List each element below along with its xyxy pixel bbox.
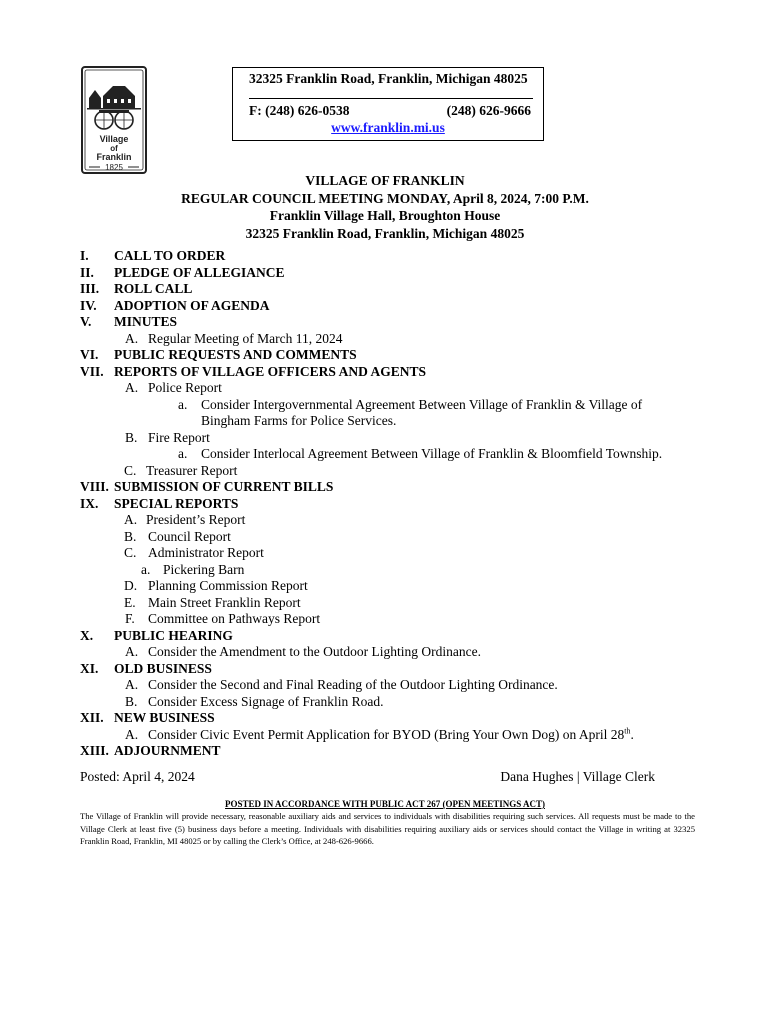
agenda-title: PUBLIC HEARING (114, 627, 233, 643)
ordinal-suffix: th (624, 726, 631, 735)
subitem-letter: E. (124, 594, 136, 610)
agenda-numeral: X. (80, 627, 94, 643)
agenda-title: NEW BUSINESS (114, 710, 215, 725)
contact-divider (249, 98, 533, 99)
agenda-numeral: VI. (80, 347, 99, 362)
subitem-letter: A. (125, 677, 139, 692)
subitem-text: Treasurer Report (146, 462, 238, 478)
subitem-text: President’s Report (146, 512, 246, 527)
meeting-header (0, 172, 770, 242)
agenda-title: CALL TO ORDER (114, 248, 226, 263)
subitem-letter: A. (125, 330, 139, 346)
subitem-text-main: Consider Civic Event Permit Application for BYOD (Bring Your Own Dog) on April 28 (148, 726, 625, 742)
village-seal-logo (81, 66, 147, 174)
seal-text-of: of (110, 144, 118, 153)
agenda-numeral: IX. (80, 495, 99, 511)
seal-text-year: 1825 (105, 163, 123, 172)
agenda-numeral: VII. (80, 363, 104, 379)
subitem-letter: A. (124, 512, 138, 527)
subitem-text: Consider Intergovernmental Agreement Between Village of Franklin & Village of (201, 396, 643, 412)
subitem-letter: a. (141, 561, 151, 577)
agenda-title: SUBMISSION OF CURRENT BILLS (114, 479, 334, 494)
agenda-numeral: I. (80, 248, 89, 263)
notice-body: The Village of Franklin will provide necessary, reasonable auxiliary aids and services to individuals with disabilities requiring such services. All requests must be made to the Village Clerk at least five (5) business days before a meeting. Individuals with disabilities requiring auxiliary aids or services should contact the Village in writing at 32325 Franklin Road, Franklin, MI 48025 or by calling the Clerk’s Office, at 248-626-9666. (80, 811, 695, 846)
subitem-text: Consider the Second and Final Reading of the Outdoor Lighting Ordinance. (148, 677, 558, 692)
agenda-numeral: XIII. (80, 743, 109, 758)
agenda-numeral: II. (80, 264, 94, 280)
header-address: 32325 Franklin Road, Franklin, Michigan 48025 (245, 225, 525, 241)
subitem-letter: a. (178, 446, 188, 461)
agenda-numeral: IV. (80, 297, 97, 313)
subitem-text: Pickering Barn (163, 561, 245, 577)
subitem-letter: C. (124, 462, 137, 478)
village-of-franklin-seal-icon (81, 66, 147, 174)
agenda-title: REPORTS OF VILLAGE OFFICERS AND AGENTS (114, 363, 426, 379)
contact-phone: (248) 626-9666 (446, 103, 531, 118)
agenda-title: OLD BUSINESS (114, 660, 212, 676)
subitem-letter: C. (124, 545, 137, 560)
subitem-text: Council Report (148, 528, 231, 544)
seal-text-village: Village (99, 134, 129, 144)
agenda-numeral: XI. (80, 660, 99, 676)
subitem-text: Consider Excess Signage of Franklin Road. (148, 693, 384, 709)
agenda-title: ADJOURNMENT (114, 743, 221, 758)
subitem-letter: B. (125, 693, 138, 709)
subitem-letter: a. (178, 396, 188, 412)
agenda-numeral: III. (80, 281, 100, 296)
agenda-numeral: XII. (80, 710, 104, 725)
subitem-text: Planning Commission Report (148, 578, 308, 593)
header-location: Franklin Village Hall, Broughton House (269, 208, 501, 223)
subitem-text-end: . (630, 726, 634, 742)
subitem-letter: A. (125, 644, 139, 659)
subitem-text: Consider the Amendment to the Outdoor Lighting Ordinance. (148, 644, 481, 659)
contact-address: 32325 Franklin Road, Franklin, Michigan 48025 (249, 71, 528, 86)
website-link[interactable]: www.franklin.mi.us (331, 120, 445, 135)
contact-fax: F: (248) 626-0538 (249, 103, 350, 118)
subitem-letter: F. (125, 611, 135, 626)
agenda-title: PUBLIC REQUESTS AND COMMENTS (114, 347, 357, 362)
subitem-text: Bingham Farms for Police Services. (201, 413, 397, 428)
subitem-text: Regular Meeting of March 11, 2024 (148, 330, 343, 346)
subitem-text: Police Report (148, 380, 222, 395)
agenda-title: SPECIAL REPORTS (114, 495, 239, 511)
subitem-text: Consider Interlocal Agreement Between Village of Franklin & Bloomfield Township. (201, 446, 663, 461)
subitem-letter: A. (125, 726, 139, 742)
agenda-title: ROLL CALL (114, 281, 193, 296)
subitem-text: Administrator Report (148, 545, 264, 560)
village-clerk: Dana Hughes | Village Clerk (500, 769, 655, 784)
agenda-title: PLEDGE OF ALLEGIANCE (114, 264, 285, 280)
subitem-letter: B. (124, 528, 137, 544)
subitem-text: Main Street Franklin Report (148, 594, 301, 610)
subitem-text (148, 727, 634, 743)
subitem-letter: B. (125, 429, 138, 445)
subitem-text: Committee on Pathways Report (148, 611, 321, 626)
subitem-letter: A. (125, 380, 139, 395)
posted-date: Posted: April 4, 2024 (80, 769, 195, 784)
header-village-name: VILLAGE OF FRANKLIN (305, 173, 465, 188)
subitem-text: Fire Report (148, 429, 210, 445)
agenda-numeral: V. (80, 314, 92, 329)
agenda-title: MINUTES (114, 314, 178, 329)
seal-text-franklin: Franklin (96, 152, 132, 162)
agenda-title: ADOPTION OF AGENDA (114, 297, 270, 313)
contact-box (232, 67, 544, 141)
notice-heading: POSTED IN ACCORDANCE WITH PUBLIC ACT 267 (OPEN MEETINGS ACT) (225, 799, 545, 809)
agenda-numeral: VIII. (80, 479, 109, 494)
header-meeting-date: REGULAR COUNCIL MEETING MONDAY, April 8, 2024, 7:00 P.M. (181, 190, 589, 206)
subitem-letter: D. (124, 578, 138, 593)
